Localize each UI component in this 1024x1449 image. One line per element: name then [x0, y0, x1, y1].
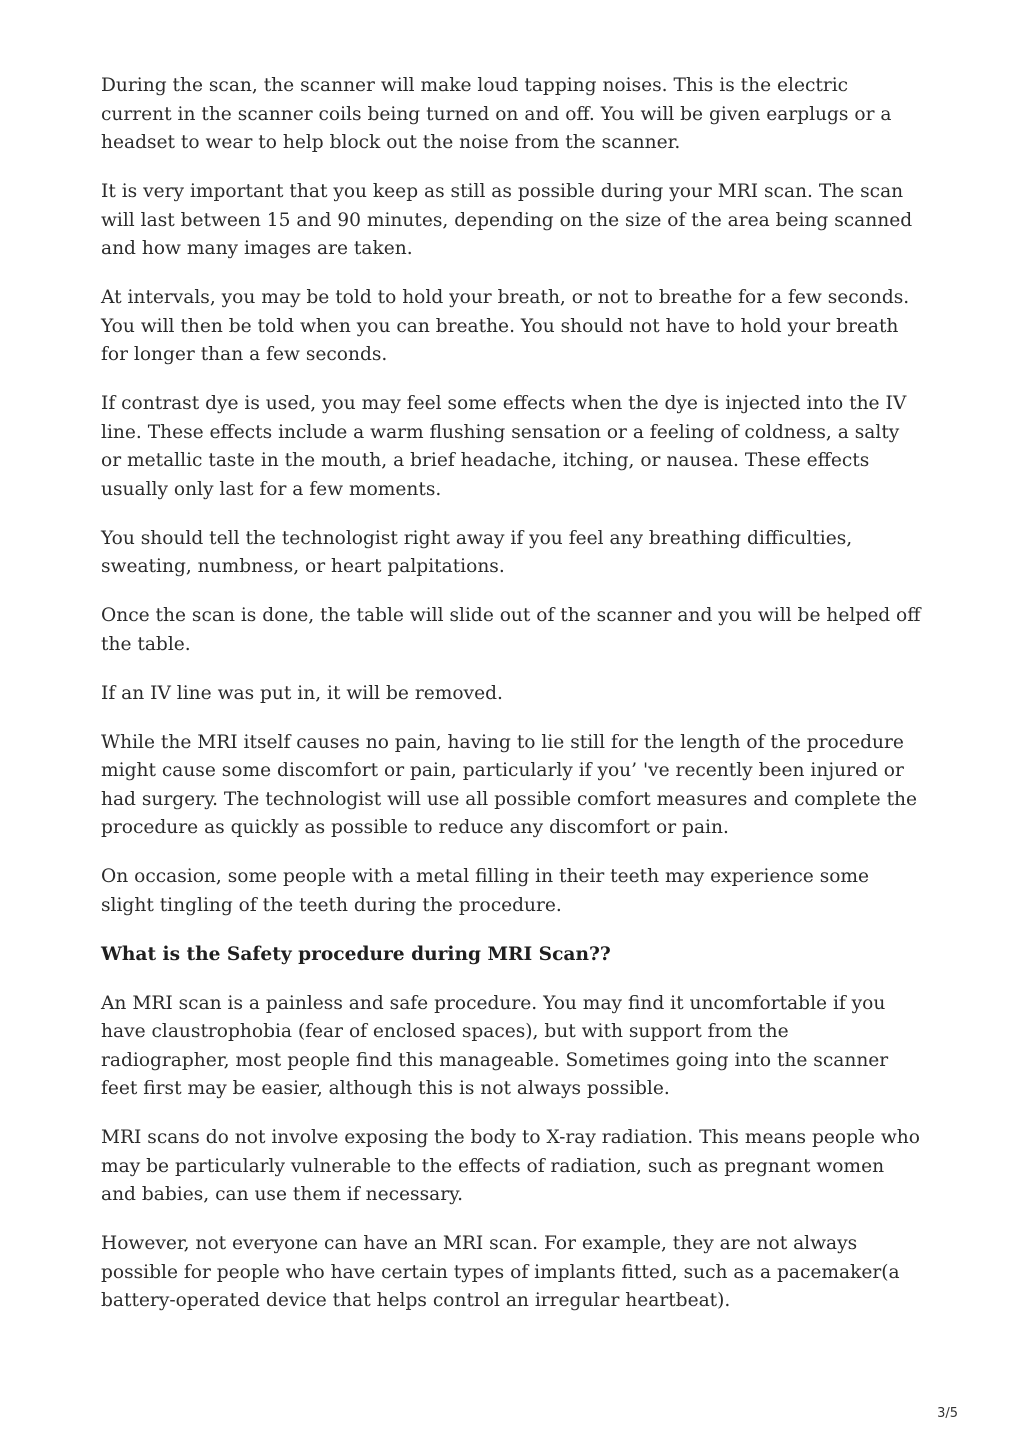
paragraph-iv-removed: If an IV line was put in, it will be removed.: [101, 682, 503, 704]
page-number: 3/5: [937, 1406, 958, 1421]
paragraph-implants: However, not everyone can have an MRI scan. For example, they are not always possible for people who have certain types of implants fitted, such as a pacemaker(a battery-operated device that helps control an irregular heartbeat).: [101, 1233, 900, 1311]
paragraph-discomfort: While the MRI itself causes no pain, having to lie still for the length of the procedure might cause some discomfort or pain, particularly if you’ 've recently been injured or had surgery. The technologist will use all possible comfort measures and complete the procedure as quickly as possible to reduce any discomfort or pain.: [101, 731, 918, 838]
paragraph-tell-technologist: You should tell the technologist right away if you feel any breathing difficulties, sweating, numbness, or heart palpitations.: [101, 527, 853, 577]
paragraph-keep-still: It is very important that you keep as still as possible during your MRI scan. The scan will last between 15 and 90 minutes, depending on the size of the area being scanned and how many images are taken.: [101, 181, 913, 259]
paragraph-scanner-noise: During the scan, the scanner will make loud tapping noises. This is the electric current in the scanner coils being turned on and off. You will be given earplugs or a headset to wear to help block out the noise from the scanner.: [101, 75, 892, 153]
paragraph-painless-safe: An MRI scan is a painless and safe procedure. You may find it uncomfortable if you have claustrophobia (fear of enclosed spaces), but with support from the radiographer, most people find this manageable. Sometimes going into the scanner feet first may be easier, although this is not always possible.: [101, 992, 889, 1099]
paragraph-no-xray: MRI scans do not involve exposing the body to X-ray radiation. This means people who may be particularly vulnerable to the effects of radiation, such as pregnant women and babies, can use them if necessary.: [101, 1127, 920, 1205]
document-body: [101, 72, 923, 1336]
paragraph-scan-done: Once the scan is done, the table will slide out of the scanner and you will be helped off the table.: [101, 605, 921, 655]
paragraph-hold-breath: At intervals, you may be told to hold your breath, or not to breathe for a few seconds. You will then be told when you can breathe. You should not have to hold your breath for longer than a few seconds.: [101, 287, 910, 365]
section-heading-safety: What is the Safety procedure during MRI Scan??: [101, 943, 611, 965]
paragraph-contrast-dye: If contrast dye is used, you may feel some effects when the dye is injected into the IV line. These effects include a warm flushing sensation or a feeling of coldness, a salty or metallic taste in the mouth, a brief headache, itching, or nausea. These effects usually only last for a few moments.: [101, 393, 907, 500]
paragraph-metal-filling: On occasion, some people with a metal filling in their teeth may experience some slight tingling of the teeth during the procedure.: [101, 866, 870, 916]
